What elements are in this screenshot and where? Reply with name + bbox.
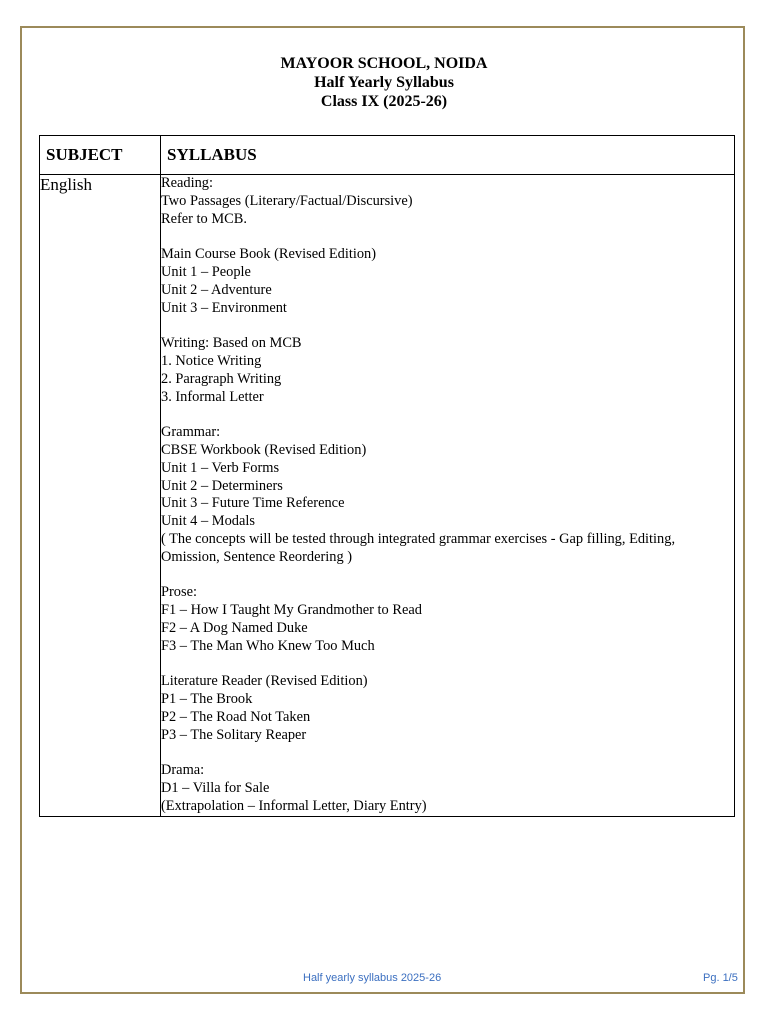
literature-reader-section: [161, 673, 734, 744]
syllabus-line: 1. Notice Writing: [161, 352, 262, 369]
syllabus-line: F2 – A Dog Named Duke: [161, 619, 308, 636]
syllabus-line: F3 – The Man Who Knew Too Much: [161, 637, 375, 654]
main-course-book-section: [161, 246, 734, 317]
syllabus-line: Writing: Based on MCB: [161, 335, 302, 352]
syllabus-line: Drama:: [161, 762, 205, 779]
reading-section: [161, 175, 734, 228]
grammar-section: [161, 424, 734, 566]
syllabus-line: P1 – The Brook: [161, 691, 253, 708]
syllabus-line: 3. Informal Letter: [161, 388, 264, 405]
document-header: [0, 54, 768, 111]
syllabus-line: F1 – How I Taught My Grandmother to Read: [161, 602, 422, 619]
syllabus-line: Unit 2 – Determiners: [161, 477, 283, 494]
table-header-row: [40, 136, 735, 175]
syllabus-line: Main Course Book (Revised Edition): [161, 246, 377, 263]
subject-cell: English: [40, 175, 161, 817]
document-title: Half Yearly Syllabus: [314, 74, 454, 91]
syllabus-line: P3 – The Solitary Reaper: [161, 726, 307, 743]
syllabus-line: Unit 3 – Environment: [161, 299, 287, 316]
syllabus-line: (Extrapolation – Informal Letter, Diary Entry): [161, 797, 427, 814]
syllabus-line: ( The concepts will be tested through integrated grammar exercises - Gap filling, Editing, Omission, Sentence Reordering ): [161, 530, 676, 565]
syllabus-line: Two Passages (Literary/Factual/Discursive): [161, 192, 413, 209]
syllabus-line: Unit 3 – Future Time Reference: [161, 495, 345, 512]
table-row: [40, 175, 735, 817]
school-name: MAYOOR SCHOOL, NOIDA: [280, 55, 488, 72]
syllabus-line: Unit 1 – Verb Forms: [161, 459, 280, 476]
class-label: Class IX (2025-26): [320, 93, 448, 110]
syllabus-line: Unit 2 – Adventure: [161, 281, 272, 298]
drama-section: [161, 762, 734, 815]
syllabus-line: CBSE Workbook (Revised Edition): [161, 441, 367, 458]
syllabus-line: Refer to MCB.: [161, 210, 247, 227]
syllabus-line: Grammar:: [161, 424, 221, 441]
syllabus-column-header: SYLLABUS: [161, 136, 735, 175]
syllabus-line: Prose:: [161, 584, 197, 601]
syllabus-line: Literature Reader (Revised Edition): [161, 673, 368, 690]
syllabus-table: [39, 135, 735, 817]
syllabus-line: 2. Paragraph Writing: [161, 370, 282, 387]
syllabus-line: D1 – Villa for Sale: [161, 780, 270, 797]
footer-title: Half yearly syllabus 2025-26: [303, 972, 442, 984]
syllabus-cell: [161, 175, 735, 817]
syllabus-line: Reading:: [161, 175, 213, 191]
writing-section: [161, 335, 734, 406]
prose-section: [161, 584, 734, 655]
syllabus-line: Unit 1 – People: [161, 263, 251, 280]
syllabus-line: Unit 4 – Modals: [161, 513, 255, 530]
page-number: Pg. 1/5: [703, 972, 738, 984]
syllabus-line: P2 – The Road Not Taken: [161, 708, 311, 725]
subject-column-header: SUBJECT: [40, 136, 161, 175]
